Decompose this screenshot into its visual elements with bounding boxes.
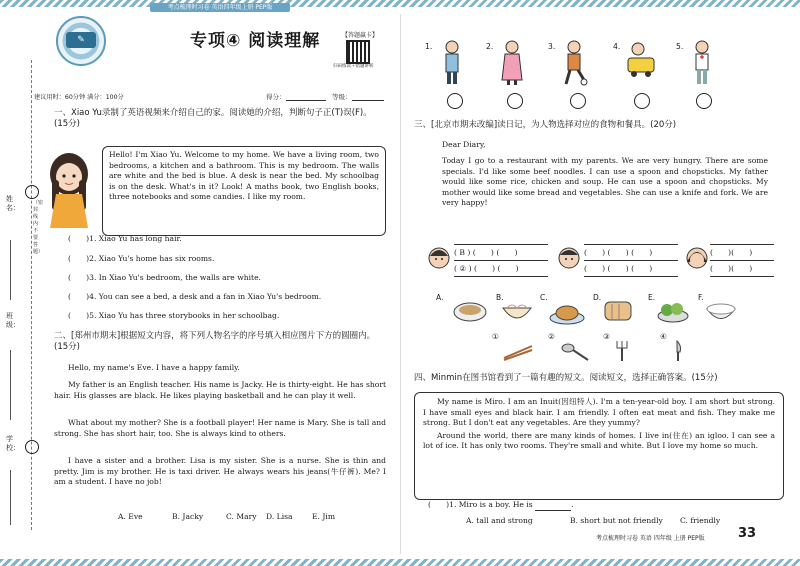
s4-q1-option-a[interactable]: A. tall and strong — [466, 516, 533, 525]
answer-group-me — [454, 244, 548, 278]
pic-number-3: 3. — [548, 42, 556, 51]
s4-q1-option-c[interactable]: C. friendly — [680, 516, 721, 525]
section3-heading: 三、[北京市期末改编]读日记，为人物选择对应的食物和餐具。(20分) — [414, 120, 677, 130]
seal-note: （密 封 线 内 不 要 答 题） — [33, 200, 44, 255]
name-line — [10, 240, 11, 300]
answer-circle-4[interactable] — [634, 93, 650, 109]
person-pic-2 — [500, 40, 524, 86]
binding-hole-2 — [25, 440, 39, 454]
qr-code-icon[interactable] — [346, 40, 370, 64]
rice-icon — [704, 298, 738, 324]
food-label-e: E. — [648, 293, 656, 302]
food-label-b: B. — [496, 293, 504, 302]
diary-salutation: Dear Diary, — [442, 140, 486, 149]
time-info: 建议用时：60分钟 满分：100分 — [34, 94, 124, 101]
mother-face — [686, 246, 708, 270]
pic-number-5: 5. — [676, 42, 684, 51]
girl-illustration — [40, 150, 98, 230]
s2-option-b: B. Jacky — [172, 512, 204, 521]
answer-group-mother — [710, 244, 774, 278]
utensil-label-4: ④ — [660, 332, 667, 341]
person-pic-3 — [562, 40, 588, 86]
s2-option-e: E. Jim — [312, 512, 336, 521]
knife-icon — [668, 340, 688, 362]
bread-icon — [602, 296, 636, 324]
food-label-a: A. — [436, 293, 444, 302]
s1-item-4[interactable]: ( )4. You can see a bed, a desk and a fan in Xiao Yu's bedroom. — [68, 292, 322, 301]
s2-para-3: What about my mother? She is a football player! Her name is Mary. She is tall and strong. She has short hair, too. She is always kind to others. — [54, 418, 386, 438]
food-label-f: F. — [698, 293, 704, 302]
food-label-d: D. — [593, 293, 602, 302]
seal-line — [31, 60, 32, 530]
father-face — [558, 246, 580, 270]
publisher-logo: ✎ — [56, 16, 106, 66]
food-label-c: C. — [540, 293, 548, 302]
class-line — [10, 350, 11, 420]
fork-icon — [612, 340, 632, 362]
page-fold — [400, 14, 401, 554]
diary-body: Today I go to a restaurant with my parents. We are very hungry. There are some specials. I'd like some beef noodles. I can use a spoon and chopsticks. My father would like some rice, chicken and soup. He can use a spoon and chopsticks. My mother would like some bread and vegetables. She can use a knife and fork. We are very happy! — [442, 156, 768, 208]
s1-item-2[interactable]: ( )2. Xiao Yu's home has six rooms. — [68, 254, 215, 263]
section4-passage-box — [414, 392, 784, 500]
vegetables-icon — [656, 298, 690, 324]
answer-group-father — [584, 244, 678, 278]
qr-sub: 扫码练读＋错题讲析 — [333, 64, 374, 69]
class-label: 班级： — [6, 312, 20, 329]
bottom-border — [0, 559, 800, 566]
score-label: 得分： — [266, 92, 326, 101]
s2-option-c: C. Mary — [226, 512, 257, 521]
section4-heading: 四、Minmin在图书馆看到了一篇有趣的短文。阅读短文，选择正确答案。(15分) — [414, 373, 718, 383]
spoon-icon — [560, 340, 590, 362]
s4-q1-option-b[interactable]: B. short but not friendly — [570, 516, 663, 525]
answer-circle-1[interactable] — [447, 93, 463, 109]
answer-row-me-utensil[interactable]: ( ② ) ( ) ( ) — [454, 261, 548, 277]
section1-heading: 一、Xiao Yu录制了英语视频来介绍自己的家。阅读她的介绍，判断句子正(T)误(F)。(15分) — [54, 108, 372, 129]
answer-row-father-utensil[interactable]: ( ) ( ) ( ) — [584, 261, 678, 277]
name-label: 姓名： — [6, 195, 20, 212]
s2-para-4: I have a sister and a brother. Lisa is my sister. She is a nurse. She is thin and pretty. Jim is my brother. He is taxi driver. He always wears his jeans(牛仔裤). Me? I am a student. I have no job! — [54, 456, 386, 487]
person-pic-1 — [440, 40, 464, 86]
utensil-label-1: ① — [492, 332, 499, 341]
s2-option-a: A. Eve — [118, 512, 143, 521]
s4-para-2: Around the world, there are many kinds of homes. I live in(住在) an igloo. I can see a lot of ice. It has only two rooms. They're small and white. But I love my home so much. — [423, 430, 775, 451]
section2-heading: 二、[郑州市期末]根据短文内容，将下列人物名字的序号填入相应图片下方的圆圈内。(15分) — [54, 331, 376, 352]
pic-number-2: 2. — [486, 42, 494, 51]
series-banner: 考点梳理时习卷 英语四年级上册 PEP版 — [150, 3, 290, 12]
page-title: 专项④ 阅读理解 — [190, 31, 321, 51]
answer-circle-5[interactable] — [696, 93, 712, 109]
page-number: 33 — [738, 526, 757, 541]
pic-number-1: 1. — [425, 42, 433, 51]
school-label: 学校： — [6, 435, 20, 452]
chopsticks-icon — [500, 342, 536, 362]
grade-label: 等级： — [332, 92, 384, 101]
school-line — [10, 470, 11, 525]
binding-hole-1 — [25, 185, 39, 199]
boy-face — [428, 246, 450, 270]
utensil-label-3: ③ — [603, 332, 610, 341]
pic-number-4: 4. — [613, 42, 621, 51]
answer-row-mother-food[interactable]: ( )( ) — [710, 244, 774, 261]
s1-item-3[interactable]: ( )3. In Xiao Yu's bedroom, the walls are white. — [68, 273, 261, 282]
answer-circle-3[interactable] — [570, 93, 586, 109]
answer-row-father-food[interactable]: ( ) ( ) ( ) — [584, 244, 678, 261]
s2-para-1: Hello, my name's Eve. I have a happy family. — [68, 363, 240, 372]
answer-row-mother-utensil[interactable]: ( )( ) — [710, 261, 774, 277]
s1-item-5[interactable]: ( )5. Xiao Yu has three storybooks in her schoolbag. — [68, 311, 280, 320]
utensil-label-2: ② — [548, 332, 555, 341]
top-border — [0, 0, 800, 7]
noodles-icon — [500, 298, 534, 324]
s4-para-1: My name is Miro. I am an Inuit(因纽特人). I'm a ten-year-old boy. I am short but strong. I have small eyes and black hair. I am friendly. I often eat meat and fish. They make me strong. But I don't eat any vegetables. Are they yummy? — [423, 397, 775, 428]
s2-option-d: D. Lisa — [266, 512, 293, 521]
section1-passage: Hello! I'm Xiao Yu. Welcome to my home. We have a living room, two bedrooms, a kitchen and a bathroom. This is my bedroom. The walls are white and the bed is blue. A desk is near the bed. My schoolbag is on the desk. What's in it? Look! A maths book, two English books, three notebooks and some candies. I like my room. — [109, 150, 379, 202]
answer-row-me-food[interactable]: ( B ) ( ) ( ) — [454, 244, 548, 261]
person-pic-5 — [690, 40, 714, 86]
footer-text: 考点梳理时习卷 英语 四年级 上册 PEP版 — [596, 535, 705, 542]
s2-para-2: My father is an English teacher. His name is Jacky. He is thirty-eight. He has short hair. His glasses are black. He likes playing basketball and he can play it well. — [54, 380, 386, 400]
chicken-icon — [548, 300, 586, 326]
answer-circle-2[interactable] — [507, 93, 523, 109]
s4-q1[interactable]: ( )1. Miro is a boy. He is . — [428, 500, 574, 509]
qr-caption: 【答题赢卡】 — [342, 32, 379, 39]
person-pic-4 — [626, 40, 656, 86]
section1-passage-box — [102, 146, 386, 236]
soup-icon — [452, 298, 488, 324]
s1-item-1[interactable]: ( )1. Xiao Yu has long hair. — [68, 234, 182, 243]
